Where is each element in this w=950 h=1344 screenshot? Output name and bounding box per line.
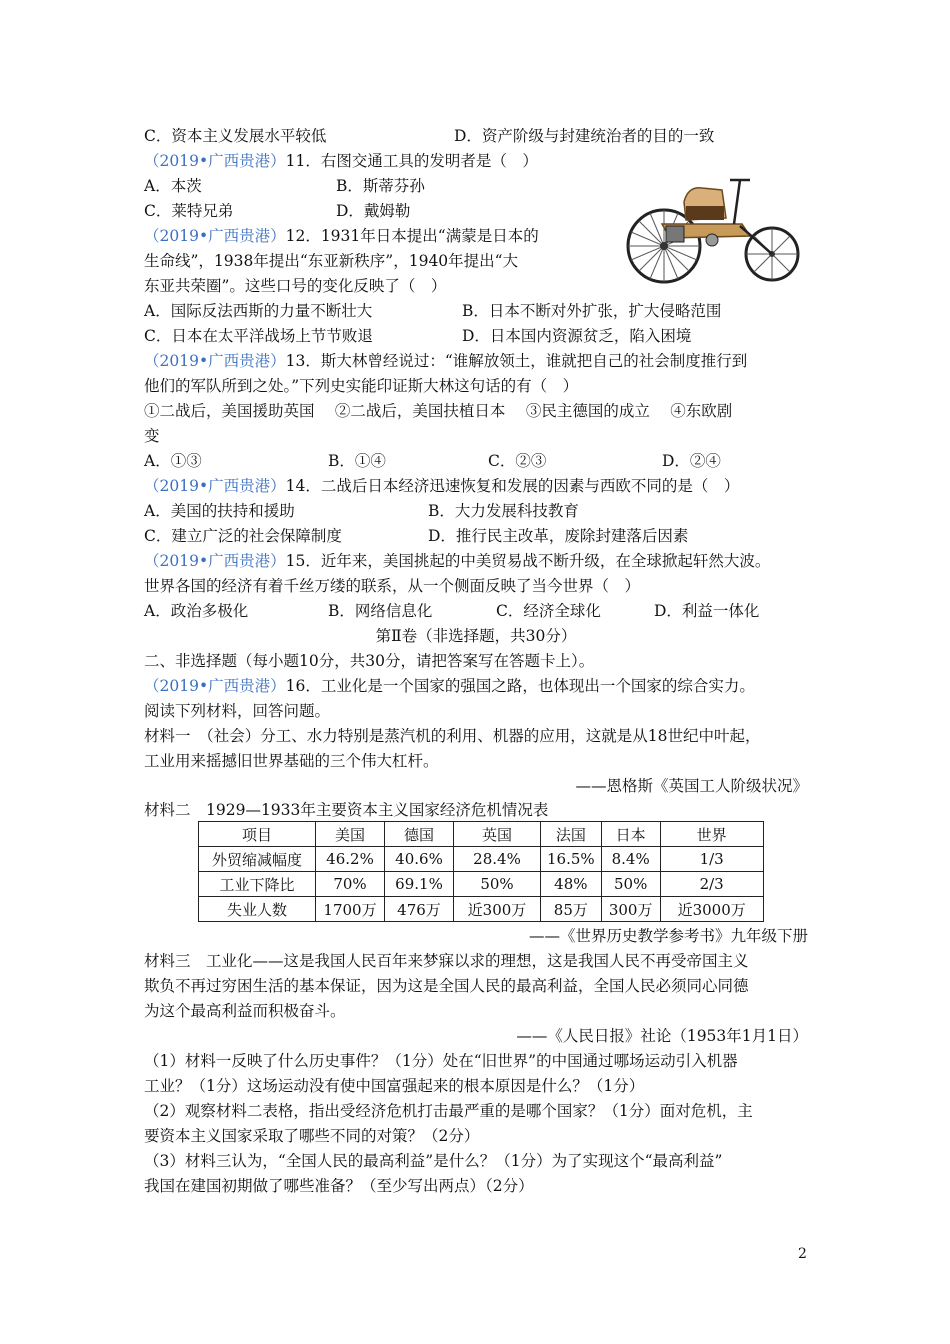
q12-stem-2: 生命线”，1938年提出“东亚新秩序”，1940年提出“大 xyxy=(144,252,519,270)
q11-option-d: D．戴姆勒 xyxy=(336,202,411,220)
q15-source: （2019•广西贵港） xyxy=(144,552,286,570)
material2-source: ——《世界历史教学参考书》九年级下册 xyxy=(528,927,808,945)
q13-option-b: B．①④ xyxy=(328,452,386,470)
q13-option-c: C．②③ xyxy=(488,452,547,470)
table-header-cell: 法国 xyxy=(541,822,602,847)
material3-line1: 材料三 工业化——这是我国人民百年来梦寐以求的理想，这是我国人民不再受帝国主义 xyxy=(144,952,749,970)
q15-option-a: A．政治多极化 xyxy=(144,602,249,620)
table-cell: 近300万 xyxy=(454,897,541,922)
table-cell: 1/3 xyxy=(660,847,763,872)
material3-line2: 欺负不再过穷困生活的基本保证，因为这是全国人民的最高利益，全国人民必须同心同德 xyxy=(144,977,749,995)
q14-source: （2019•广西贵港） xyxy=(144,477,286,495)
table-cell: 40.6% xyxy=(385,847,454,872)
table-row xyxy=(199,872,764,897)
q12-source: （2019•广西贵港） xyxy=(144,227,286,245)
table-cell: 16.5% xyxy=(541,847,602,872)
q16-stem-1 xyxy=(144,674,755,699)
table-cell: 8.4% xyxy=(601,847,660,872)
q12-option-c: C．日本在太平洋战场上节节败退 xyxy=(144,327,373,345)
part2-title: 第Ⅱ卷（非选择题，共30分） xyxy=(375,627,577,645)
table-cell: 失业人数 xyxy=(199,897,316,922)
table-cell: 28.4% xyxy=(454,847,541,872)
table-cell: 近3000万 xyxy=(660,897,763,922)
q16-part2-line2: 要资本主义国家采取了哪些不同的对策？（2分） xyxy=(144,1127,480,1145)
q16-part3-line2: 我国在建国初期做了哪些准备？（至少写出两点）（2分） xyxy=(144,1177,534,1195)
table-header-row xyxy=(199,822,764,847)
q13-text: 13．斯大林曾经说过：“谁解放领土，谁就把自己的社会制度推行到 xyxy=(285,352,748,370)
q15-option-b: B．网络信息化 xyxy=(328,602,433,620)
q15-stem-2: 世界各国的经济有着千丝万缕的联系，从一个侧面反映了当今世界（ ） xyxy=(144,577,641,595)
table-cell: 70% xyxy=(316,872,385,897)
q13-items: ①二战后，美国援助英国 ②二战后，美国扶植日本 ③民主德国的成立 ④东欧剧 xyxy=(144,402,733,420)
q11-option-b: B．斯蒂芬孙 xyxy=(336,177,425,195)
table-cell: 69.1% xyxy=(385,872,454,897)
material1-line2: 工业用来摇撼旧世界基础的三个伟大杠杆。 xyxy=(144,752,439,770)
q15-text: 15．近年来，美国挑起的中美贸易战不断升级，在全球掀起轩然大波。 xyxy=(285,552,771,570)
q13-option-a: A．①③ xyxy=(144,452,202,470)
q11-option-c: C．莱特兄弟 xyxy=(144,202,234,220)
table-cell: 85万 xyxy=(541,897,602,922)
table-cell: 300万 xyxy=(601,897,660,922)
economic-crisis-table xyxy=(198,821,764,922)
q16-text: 16．工业化是一个国家的强国之路，也体现出一个国家的综合实力。 xyxy=(285,677,755,695)
q12-stem-3: 东亚共荣圈”。这些口号的变化反映了（ ） xyxy=(144,277,447,295)
page-number: 2 xyxy=(798,1246,807,1262)
q16-part3-line1: （3）材料三认为，“全国人民的最高利益”是什么？（1分）为了实现这个“最高利益” xyxy=(144,1152,723,1170)
table-cell: 48% xyxy=(541,872,602,897)
benz-car-image xyxy=(622,166,802,286)
material3-source: ——《人民日报》社论（1953年1月1日） xyxy=(516,1027,808,1045)
q15-option-c: C．经济全球化 xyxy=(496,602,601,620)
q12-stem-1 xyxy=(144,224,539,249)
q12-option-d: D．日本国内资源贫乏，陷入困境 xyxy=(462,327,692,345)
q16-source: （2019•广西贵港） xyxy=(144,677,286,695)
table-header-cell: 德国 xyxy=(385,822,454,847)
table-cell: 476万 xyxy=(385,897,454,922)
table-cell: 1700万 xyxy=(316,897,385,922)
q13-source: （2019•广西贵港） xyxy=(144,352,286,370)
q16-stem-2: 阅读下列材料，回答问题。 xyxy=(144,702,331,720)
material2-title: 材料二 1929—1933年主要资本主义国家经济危机情况表 xyxy=(144,801,549,819)
q14-option-c: C．建立广泛的社会保障制度 xyxy=(144,527,342,545)
q16-part2-line1: （2）观察材料二表格，指出受经济危机打击最严重的是哪个国家？（1分）面对危机，主 xyxy=(144,1102,753,1120)
table-header-cell: 世界 xyxy=(660,822,763,847)
section2-heading: 二、非选择题（每小题10分，共30分，请把答案写在答题卡上）。 xyxy=(144,652,595,670)
q13-items-cont: 变 xyxy=(144,427,160,445)
q12-text: 12．1931年日本提出“满蒙是日本的 xyxy=(285,227,539,245)
q12-option-b: B．日本不断对外扩张，扩大侵略范围 xyxy=(462,302,722,320)
material1-line1: 材料一 （社会）分工、水力特别是蒸汽机的利用、机器的应用，这就是从18世纪中叶起， xyxy=(144,727,761,745)
material1-source: ——恩格斯《英国工人阶级状况》 xyxy=(575,777,808,795)
q13-stem-2: 他们的军队所到之处。”下列史实能印证斯大林这句话的有（ ） xyxy=(144,377,579,395)
q11-option-a: A．本茨 xyxy=(144,177,202,195)
q15-option-d: D．利益一体化 xyxy=(654,602,760,620)
q11-text: 11．右图交通工具的发明者是（ ） xyxy=(285,152,538,170)
q14-text: 14．二战后日本经济迅速恢复和发展的因素与西欧不同的是（ ） xyxy=(285,477,740,495)
q16-part1-line2: 工业？（1分）这场运动没有使中国富强起来的根本原因是什么？（1分） xyxy=(144,1077,645,1095)
table-header-cell: 项目 xyxy=(199,822,316,847)
material3-line3: 为这个最高利益而积极奋斗。 xyxy=(144,1002,346,1020)
q14-option-d: D．推行民主改革，废除封建落后因素 xyxy=(428,527,689,545)
q15-stem-1 xyxy=(144,549,770,574)
table-cell: 50% xyxy=(601,872,660,897)
q14-option-b: B．大力发展科技教育 xyxy=(428,502,579,520)
q14-option-a: A．美国的扶持和援助 xyxy=(144,502,295,520)
table-row xyxy=(199,897,764,922)
table-cell: 2/3 xyxy=(660,872,763,897)
q13-stem-1 xyxy=(144,349,747,374)
table-cell: 50% xyxy=(454,872,541,897)
q10-option-d: D．资产阶级与封建统治者的目的一致 xyxy=(454,127,715,145)
q13-option-d: D．②④ xyxy=(662,452,721,470)
table-cell: 46.2% xyxy=(316,847,385,872)
table-cell: 外贸缩减幅度 xyxy=(199,847,316,872)
q14-stem xyxy=(144,474,739,499)
q16-part1-line1: （1）材料一反映了什么历史事件？（1分）处在“旧世界”的中国通过哪场运动引入机器 xyxy=(144,1052,738,1070)
q12-option-a: A．国际反法西斯的力量不断壮大 xyxy=(144,302,373,320)
q11-stem xyxy=(144,149,538,174)
table-header-cell: 美国 xyxy=(316,822,385,847)
q10-option-c: C．资本主义发展水平较低 xyxy=(144,127,327,145)
table-cell: 工业下降比 xyxy=(199,872,316,897)
q11-source: （2019•广西贵港） xyxy=(144,152,286,170)
table-header-cell: 英国 xyxy=(454,822,541,847)
table-row xyxy=(199,847,764,872)
table-header-cell: 日本 xyxy=(601,822,660,847)
